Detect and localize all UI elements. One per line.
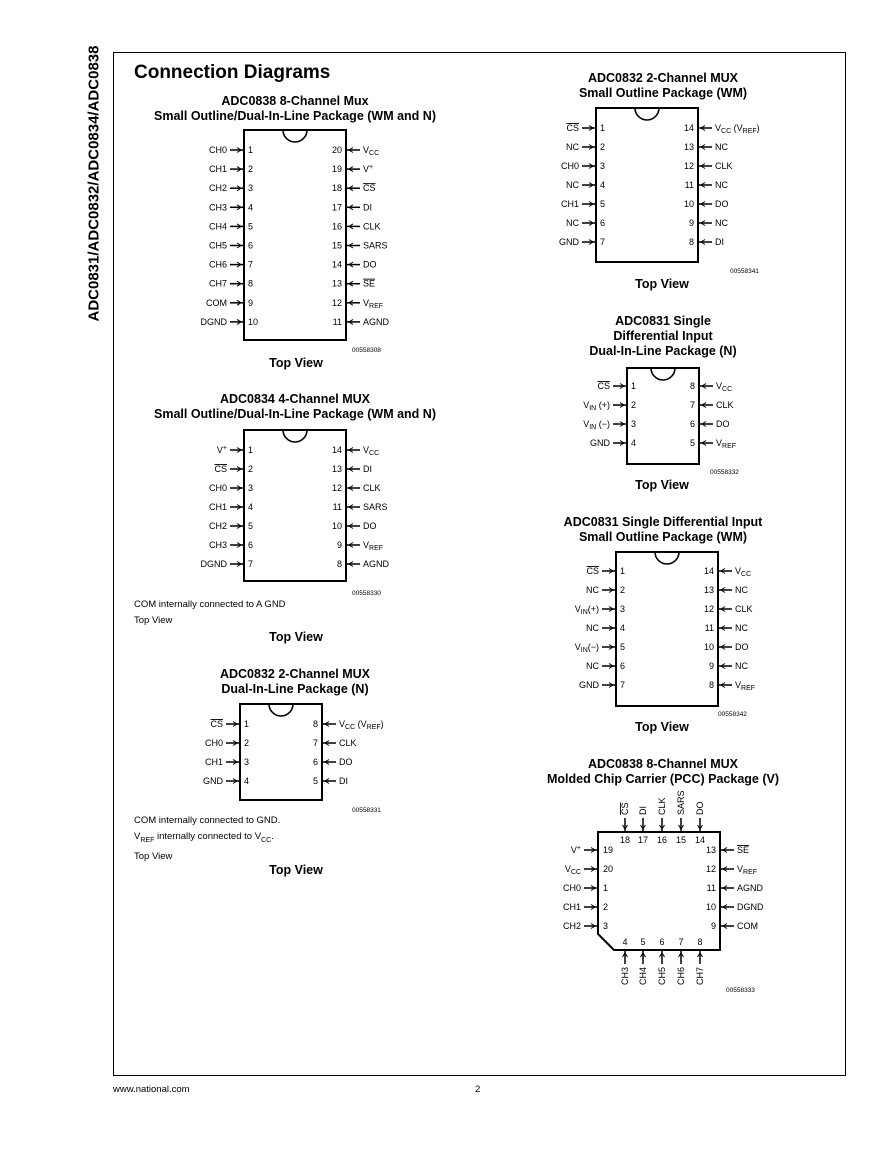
pin-number: 3 [631, 419, 637, 429]
pin-label: DI [363, 464, 372, 474]
figure-number: 00558330 [352, 590, 381, 597]
pin-label: DO [716, 419, 730, 429]
caption-adc0832-so: ADC0832 2-Channel MUX Small Outline Package (WM) [578, 71, 748, 100]
pin-number: 2 [600, 142, 606, 152]
pin-number: 10 [683, 199, 694, 209]
pin-label: CH0 [208, 145, 227, 155]
caption-adc0834-dip: ADC0834 4-Channel MUX Small Outline/Dual-In-Line Package (WM and N) [154, 392, 436, 421]
pin-label: CLK [715, 161, 733, 171]
pin-label: VIN (+) [583, 400, 610, 413]
figure-number: 00558308 [352, 347, 381, 354]
pin-number: 18 [619, 835, 631, 845]
pin-number: 11 [704, 623, 714, 633]
pin-number: 17 [331, 202, 342, 213]
pin-label: DO [735, 642, 749, 652]
pin-number: 12 [331, 483, 342, 493]
pin-label: CH4 [638, 967, 648, 986]
pin-number: 6 [312, 757, 318, 767]
pin-number: 16 [331, 221, 342, 232]
pin-label: V+ [216, 445, 227, 455]
pin-label: VCC [735, 566, 752, 579]
pin-label: NC [735, 661, 748, 671]
diagram-adc0832-dip [203, 704, 384, 800]
pin-number: 13 [703, 585, 714, 595]
pin-number: 12 [331, 297, 342, 308]
pin-number: 13 [331, 464, 342, 474]
pin-label: CH6 [208, 259, 227, 270]
pin-number: 2 [620, 585, 626, 595]
pin-number: 2 [248, 464, 254, 474]
pin-label: CH3 [208, 202, 227, 213]
pin-number: 5 [248, 521, 254, 531]
pin-label: VREF [737, 864, 758, 877]
pin-label: NC [566, 142, 579, 152]
pin-number: 7 [620, 680, 626, 690]
note-adc0832: COM internally connected to GND. $V_{REF}$ internally connected to $V_{CC}$. Top View [134, 815, 281, 862]
pin-label: DO [363, 521, 377, 531]
pin1-notch [635, 108, 659, 120]
pin-label: NC [566, 180, 579, 190]
top-view-label: Top View [635, 478, 689, 492]
pin-label: DGND [200, 316, 227, 327]
pin-label: GND [590, 438, 610, 448]
pin-label: CH7 [208, 278, 227, 289]
diagram-adc0838-dip [201, 130, 390, 340]
pin-number: 20 [603, 864, 614, 874]
pin-label: SARS [363, 240, 388, 251]
diagram-adc0831-so [575, 552, 755, 706]
pin-number: 4 [622, 937, 628, 947]
pin-label: CH7 [695, 967, 705, 986]
pin-label: NC [735, 585, 748, 595]
pin-label: VCC [564, 864, 581, 877]
pin-label: CLK [657, 797, 667, 815]
pin-number: 13 [331, 278, 342, 289]
pin-label: VCC [363, 445, 380, 458]
pin-label: NC [566, 218, 579, 228]
pin-number: 5 [620, 642, 626, 652]
figure-number: 00558341 [730, 268, 759, 275]
pin-number: 19 [331, 164, 342, 175]
pin-number: 9 [710, 921, 716, 931]
pin-number: 10 [248, 316, 259, 327]
pin-number: 5 [689, 438, 695, 448]
pin-number: 8 [336, 559, 342, 569]
pin-label: CH6 [676, 967, 686, 986]
figure-number: 00558342 [718, 711, 747, 718]
pin-number: 13 [705, 845, 716, 855]
pin-label: VCC (VREF) [715, 123, 760, 136]
pin-label: DI [363, 202, 372, 213]
pin-label: CS [214, 464, 227, 474]
pin-number: 11 [706, 883, 716, 893]
pin-label: VIN(+) [574, 604, 599, 617]
section-title: Connection Diagrams [134, 62, 331, 83]
figure-number: 00558333 [726, 987, 755, 994]
pin-number: 5 [312, 776, 318, 786]
caption-adc0831-so: ADC0831 Single Differential Input Small Outline Package (WM) [563, 515, 763, 544]
pin-label: CS [586, 566, 599, 576]
pin-label: V+ [363, 164, 374, 175]
side-title: ADC0831/ADC0832/ADC0834/ADC0838 [85, 45, 103, 322]
pin-label: CH1 [208, 502, 227, 512]
pin-number: 1 [620, 566, 626, 576]
pin-label: AGND [363, 559, 390, 569]
pin-number: 7 [312, 738, 318, 748]
pin-label: CH0 [204, 738, 223, 748]
pin1-notch [651, 368, 675, 380]
pin-label: COM [737, 921, 758, 931]
pin-number: 2 [603, 902, 609, 912]
package-body [627, 368, 699, 464]
pin-label: VIN (−) [583, 419, 610, 432]
pin-number: 5 [600, 199, 606, 209]
pin-label: CLK [716, 400, 734, 410]
pin-label: VREF [735, 680, 756, 693]
pin-number: 5 [640, 937, 646, 947]
pin-label: SARS [676, 790, 686, 815]
pin-label: CS [566, 123, 579, 133]
pin-number: 8 [708, 680, 714, 690]
pin-label: CH2 [208, 521, 227, 531]
pin-number: 8 [697, 937, 703, 947]
pin-number: 4 [244, 776, 250, 786]
pin-label: GND [579, 680, 599, 690]
pin-number: 12 [703, 604, 714, 614]
pin-number: 15 [675, 835, 687, 845]
pin-label: SE [737, 845, 750, 855]
diagram-adc0831-dip [583, 368, 736, 464]
pin-number: 4 [248, 202, 254, 213]
pin-label: CLK [363, 483, 381, 493]
pin-label: NC [735, 623, 748, 633]
diagram-adc0832-so [559, 108, 760, 262]
pin-number: 10 [703, 642, 714, 652]
pin-label: DO [339, 757, 353, 767]
pin-label: COM [206, 297, 227, 308]
top-view-label: Top View [635, 277, 689, 291]
pin-number: 8 [689, 381, 695, 391]
page-number: 2 [475, 1084, 481, 1095]
pin-label: CH4 [208, 221, 227, 232]
pin-label: NC [586, 661, 599, 671]
pin-number: 16 [656, 835, 668, 845]
pin-number: 4 [248, 502, 254, 512]
pin-number: 6 [248, 240, 254, 251]
pin-label: VREF [363, 540, 384, 553]
pin-label: VREF [363, 297, 384, 310]
pin-number: 9 [336, 540, 342, 550]
pin1-notch [283, 430, 307, 442]
pin-number: 14 [703, 566, 714, 576]
package-body [244, 130, 346, 340]
pin-label: CH1 [562, 902, 581, 912]
pin-number: 18 [331, 183, 342, 194]
figure-number: 00558332 [710, 469, 739, 476]
package-body [616, 552, 718, 706]
pin-label: CH2 [562, 921, 581, 931]
pin-number: 2 [631, 400, 637, 410]
pin-label: CH3 [620, 967, 630, 986]
pin-number: 14 [683, 123, 694, 133]
pin-number: 20 [331, 145, 342, 155]
pin-number: 3 [600, 161, 606, 171]
pin-label: CS [620, 802, 630, 815]
pin-number: 4 [620, 623, 626, 633]
pin-number: 4 [600, 180, 606, 190]
pin-number: 9 [688, 218, 694, 228]
pin-number: 2 [244, 738, 250, 748]
pin-number: 2 [248, 164, 254, 175]
pin-label: DO [363, 259, 377, 270]
pin-number: 11 [684, 180, 694, 190]
pin-number: 14 [331, 259, 342, 270]
package-body [596, 108, 698, 262]
pin-number: 19 [603, 845, 614, 855]
pin-label: GND [203, 776, 223, 786]
pin-number: 7 [248, 559, 254, 569]
pin1-notch [655, 552, 679, 564]
pin1-notch [283, 130, 307, 142]
note-adc0834: COM internally connected to A GND Top View [134, 599, 286, 626]
pin-label: NC [715, 142, 728, 152]
pin-number: 3 [620, 604, 626, 614]
pin-number: 1 [248, 445, 254, 455]
pin-label: SARS [363, 502, 388, 512]
caption-adc0838-dip: ADC0838 8-Channel Mux Small Outline/Dual-In-Line Package (WM and N) [154, 94, 436, 123]
pin-label: NC [715, 218, 728, 228]
pin-number: 14 [331, 445, 342, 455]
package-body [244, 430, 346, 581]
top-view-label: Top View [269, 356, 323, 370]
pin-label: CLK [339, 738, 357, 748]
pin-number: 7 [248, 259, 254, 270]
pin-number: 6 [248, 540, 254, 550]
pin-label: CLK [735, 604, 753, 614]
caption-adc0838-pcc: ADC0838 8-Channel MUX Molded Chip Carrier (PCC) Package (V) [547, 757, 779, 786]
pin-label: GND [559, 237, 579, 247]
pin-number: 3 [248, 483, 254, 493]
pin-number: 9 [708, 661, 714, 671]
pin-number: 15 [331, 240, 342, 251]
package-body [598, 832, 720, 950]
pin-number: 8 [248, 278, 254, 289]
pin-number: 12 [705, 864, 716, 874]
pin-number: 6 [689, 419, 695, 429]
pin-label: DO [715, 199, 729, 209]
pin-label: CH5 [657, 967, 667, 986]
pin-label: VREF [716, 438, 737, 451]
pin-number: 5 [248, 221, 254, 232]
pin-label: NC [586, 585, 599, 595]
diagram-adc0838-pcc [563, 790, 764, 985]
pin-number: 1 [631, 381, 637, 391]
pin-label: CS [363, 183, 376, 194]
pin-number: 6 [659, 937, 665, 947]
pin-label: NC [715, 180, 728, 190]
pin-label: DGND [737, 902, 764, 912]
pin-number: 6 [600, 218, 606, 228]
pin-label: CLK [363, 221, 381, 232]
pin-number: 1 [603, 883, 609, 893]
package-body [240, 704, 322, 800]
pin-label: SE [363, 278, 376, 289]
pin-label: CH0 [208, 483, 227, 493]
pin-label: CH1 [560, 199, 579, 209]
pin-number: 10 [331, 521, 342, 531]
pin-number: 17 [637, 835, 649, 845]
top-view-label: Top View [269, 863, 323, 877]
pin-label: NC [586, 623, 599, 633]
pin-label: DI [339, 776, 348, 786]
diagram-adc0834-dip [201, 430, 390, 581]
pin-label: CS [597, 381, 610, 391]
pin-number: 11 [332, 316, 342, 327]
pin-number: 13 [683, 142, 694, 152]
pin-label: VCC [363, 145, 380, 158]
pin-number: 7 [678, 937, 684, 947]
caption-adc0831-dip: ADC0831 Single Differential Input Dual-In-Line Package (N) [589, 314, 737, 358]
pin-number: 6 [620, 661, 626, 671]
pin-label: CH0 [560, 161, 579, 171]
pin-label: DO [695, 801, 705, 815]
pin-label: V+ [570, 845, 581, 855]
pin-label: AGND [737, 883, 764, 893]
pin1-notch [269, 704, 293, 716]
pin-label: CH2 [208, 183, 227, 194]
pin-number: 12 [683, 161, 694, 171]
top-view-label: Top View [269, 630, 323, 644]
pin-label: CH1 [204, 757, 223, 767]
pin-label: CH1 [208, 164, 227, 175]
pin-label: DGND [200, 559, 227, 569]
footer-url[interactable]: www.national.com [113, 1084, 190, 1095]
pin-number: 8 [688, 237, 694, 247]
pin-number: 3 [244, 757, 250, 767]
pin-number: 7 [600, 237, 606, 247]
pin-label: VCC (VREF) [339, 719, 384, 732]
pin-label: AGND [363, 316, 390, 327]
pin-number: 1 [248, 145, 254, 155]
pin-number: 4 [631, 438, 637, 448]
pin-number: 14 [694, 835, 706, 845]
pin-number: 8 [312, 719, 318, 729]
pin-label: VCC [716, 381, 733, 394]
pin-label: CH5 [208, 240, 227, 251]
pin-number: 10 [705, 902, 716, 912]
pin-label: VIN(−) [574, 642, 599, 655]
pin-number: 1 [244, 719, 250, 729]
pin-number: 3 [603, 921, 609, 931]
note-vref-line: $V_{REF}$ internally connected to $V_{CC}$. [134, 831, 274, 844]
pin-number: 3 [248, 183, 254, 194]
pin-label: CH0 [562, 883, 581, 893]
pin-number: 11 [332, 502, 342, 512]
pin-number: 9 [248, 297, 254, 308]
pin-label: DI [638, 806, 648, 815]
figure-number: 00558331 [352, 807, 381, 814]
caption-adc0832-dip: ADC0832 2-Channel MUX Dual-In-Line Package (N) [219, 667, 371, 696]
pin-number: 1 [600, 123, 606, 133]
top-view-label: Top View [635, 720, 689, 734]
pin-label: CH3 [208, 540, 227, 550]
pin-label: DI [715, 237, 724, 247]
pin-number: 7 [689, 400, 695, 410]
pin-label: CS [210, 719, 223, 729]
